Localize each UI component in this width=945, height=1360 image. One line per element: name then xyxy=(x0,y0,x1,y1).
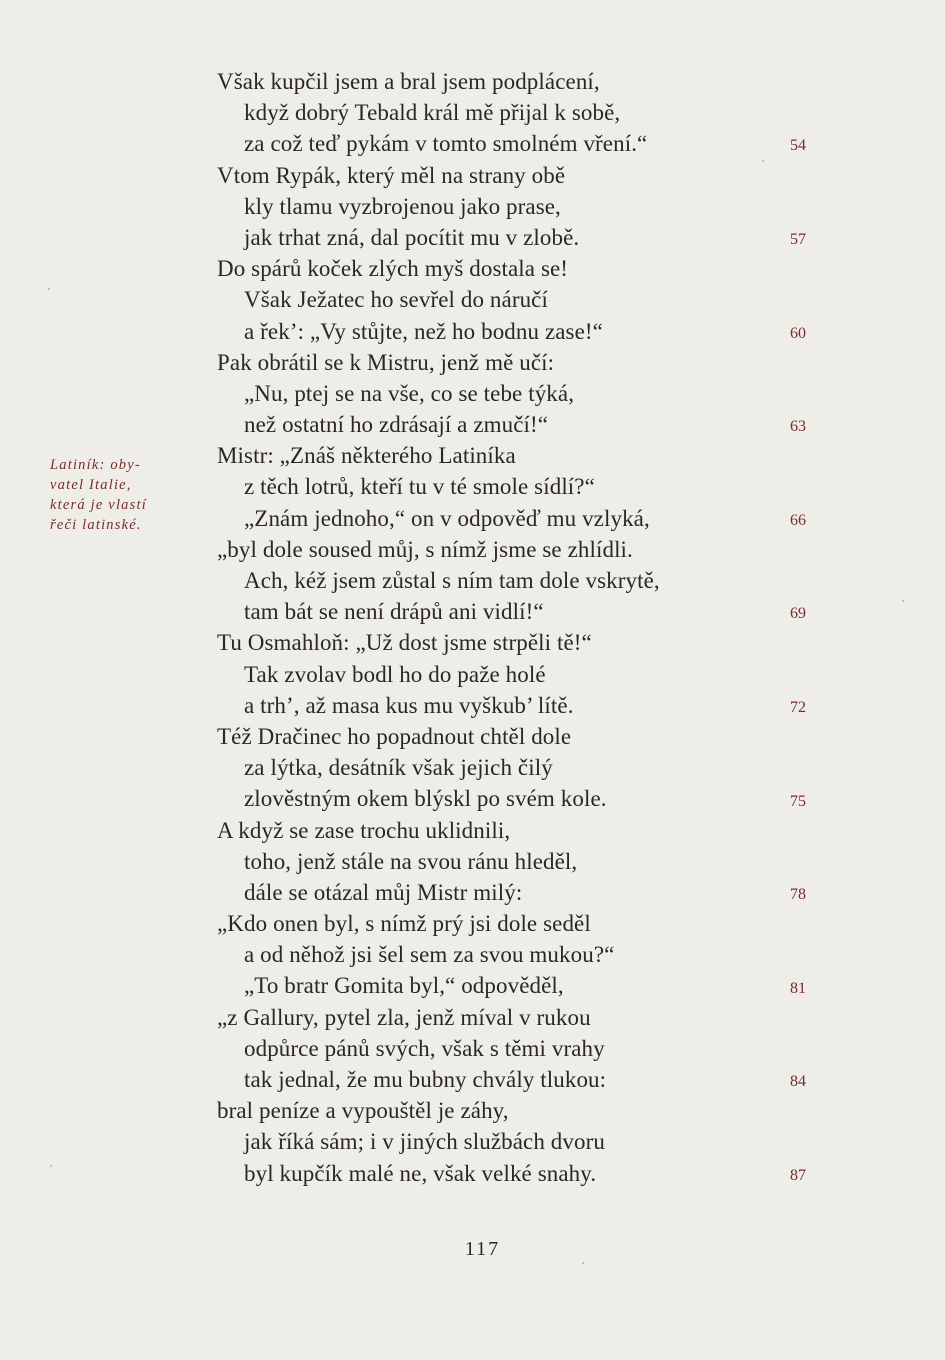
paper-speck xyxy=(582,1262,584,1264)
line-number: 84 xyxy=(790,1073,806,1091)
verse-line: Tak zvolav bodl ho do paže holé xyxy=(244,661,546,687)
page-number: 117 xyxy=(464,1238,501,1260)
line-number: 60 xyxy=(790,324,806,342)
verse-line: Vtom Rypák, který měl na strany obě xyxy=(217,162,566,188)
verse-line: z těch lotrů, kteří tu v té smole sídlí?“ xyxy=(244,474,595,500)
verse-line: Však kupčil jsem a bral jsem podplácení, xyxy=(217,69,600,94)
paper-speck xyxy=(902,600,904,602)
line-number: 63 xyxy=(790,418,806,436)
verse-line: Ach, kéž jsem zůstal s ním tam dole vskrytě, xyxy=(244,568,660,593)
line-number: 75 xyxy=(790,792,806,810)
verse-line: za lýtka, desátník však jejich čilý xyxy=(244,755,553,781)
line-number: 54 xyxy=(790,137,806,155)
line-number: 57 xyxy=(790,231,806,248)
verse-line: „Kdo onen byl, s nímž prý jsi dole seděl xyxy=(217,911,591,937)
line-number: 69 xyxy=(790,605,806,623)
verse-line: a řek’: „Vy stůjte, než ho bodnu zase!“ xyxy=(244,318,603,344)
paper-speck xyxy=(48,288,50,290)
verse-line: zlověstným okem blýskl po svém kole. xyxy=(244,786,607,812)
verse-line: tam bát se není drápů ani vidlí!“ xyxy=(244,599,544,625)
verse-line: a trh’, až masa kus mu vyškub’ lítě. xyxy=(244,692,574,718)
verse-line: jak trhat zná, dal pocítit mu v zlobě. xyxy=(244,224,580,250)
line-number: 78 xyxy=(790,886,806,904)
verse-line: „To bratr Gomita byl,“ odpověděl, xyxy=(244,973,564,999)
verse-line: bral peníze a vypouštěl je záhy, xyxy=(217,1098,509,1124)
paper-speck xyxy=(50,1165,52,1167)
verse-line: jak říká sám; i v jiných službách dvoru xyxy=(244,1129,605,1155)
verse-line: když dobrý Tebald král mě přijal k sobě, xyxy=(244,100,621,126)
gloss-line: řeči latinské. xyxy=(50,517,142,533)
paper-speck xyxy=(762,160,764,162)
verse-block xyxy=(217,66,777,1189)
verse-line: kly tlamu vyzbrojenou jako prase, xyxy=(244,193,561,219)
verse-line: Však Ježatec ho sevřel do náručí xyxy=(244,287,548,313)
line-number: 66 xyxy=(790,511,806,529)
verse-line: „z Gallury, pytel zla, jenž míval v rukou xyxy=(217,1004,591,1030)
verse-line: byl kupčík malé ne, však velké snahy. xyxy=(244,1160,597,1186)
verse-line: než ostatní ho zdrásají a zmučí!“ xyxy=(244,412,549,438)
verse-line: za což teď pykám v tomto smolném vření.“ xyxy=(244,131,648,157)
verse-line: A když se zase trochu uklidnili, xyxy=(217,817,511,843)
verse-line: Též Dračinec ho popadnout chtěl dole xyxy=(217,723,572,749)
verse-line: Do spárů koček zlých myš dostala se! xyxy=(217,256,569,282)
gloss-line: Latiník: oby- xyxy=(50,457,141,473)
verse-line: Pak obrátil se k Mistru, jenž mě učí: xyxy=(217,349,555,375)
verse-line: „byl dole soused můj, s nímž jsme se zhlídli. xyxy=(217,536,633,562)
verse-line: Mistr: „Znáš některého Latiníka xyxy=(217,443,516,469)
verse-line: dále se otázal můj Mistr milý: xyxy=(244,879,523,905)
line-number: 87 xyxy=(790,1167,806,1184)
verse-line: toho, jenž stále na svou ránu hleděl, xyxy=(244,848,578,874)
gloss-line: vatel Italie, xyxy=(50,477,132,493)
line-number: 81 xyxy=(790,979,806,997)
verse-line: odpůrce pánů svých, však s těmi vrahy xyxy=(244,1035,605,1061)
margin-gloss xyxy=(50,455,180,535)
verse-line: „Znám jednoho,“ on v odpověď mu vzlyká, xyxy=(244,505,650,531)
verse-line: „Nu, ptej se na vše, co se tebe týká, xyxy=(244,380,575,406)
verse-line: tak jednal, že mu bubny chvály tlukou: xyxy=(244,1067,607,1092)
line-number: 72 xyxy=(790,699,806,716)
verse-line: Tu Osmahloň: „Už dost jsme strpěli tě!“ xyxy=(217,630,592,656)
gloss-line: která je vlastí xyxy=(50,497,147,513)
verse-line: a od něhož jsi šel sem za svou mukou?“ xyxy=(244,942,615,968)
